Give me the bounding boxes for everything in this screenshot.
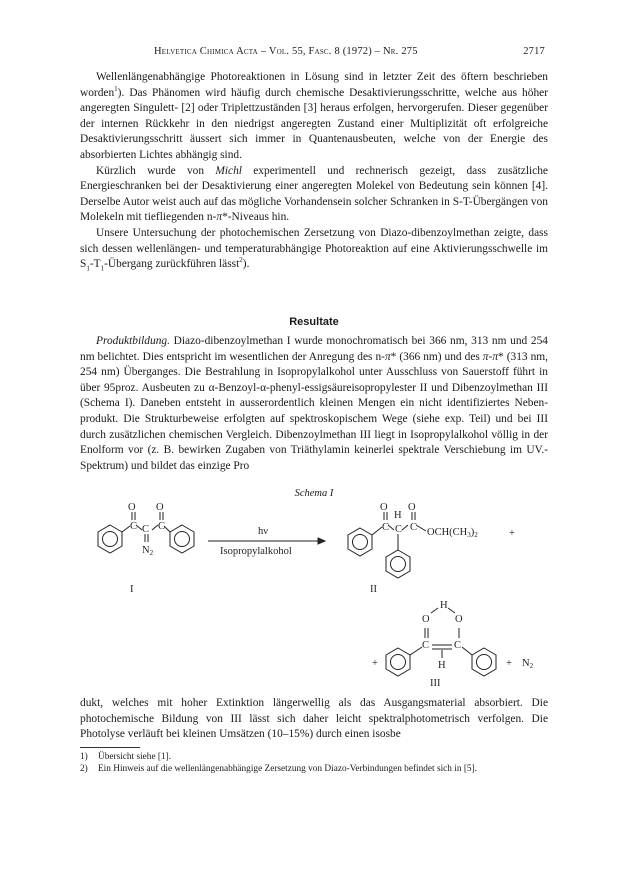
footnote-ref[interactable]: 2 [239, 256, 243, 265]
page-number: 2717 [523, 46, 545, 57]
light-label: hν [258, 526, 268, 537]
footnote-text: Übersicht siehe [1]. [98, 752, 172, 762]
atom-label: O [422, 614, 430, 625]
atom-label: O [128, 502, 136, 513]
paragraph: dukt, welches mit hoher Extinktion längerwellig als das Ausgangsmaterial absorbiert. Die photochemische Bildung von III lässt sich daher leicht spektralphotometrisch verfolgen. Die Photolyse verläuft bei kleinen Umsätzen (10–15%) durch einen isosbe [80, 697, 548, 741]
atom-label: C [382, 522, 390, 533]
results-section [80, 334, 548, 474]
footnotes [80, 751, 550, 776]
atom-label: O [156, 502, 164, 513]
atom-label: O [455, 614, 463, 625]
paragraph: Unsere Untersuchung der photochemischen Zersetzung von Diazo-dibenzoylmethan zeigte, dass sich dessen wellenlängen- und temperaturabhängige Photoreaktion auf eine Aktivierungsschwelle im $S_1-T_1$-Übergang zurückführen lässt$^2$). [80, 226, 548, 273]
atom-label: C [422, 640, 430, 651]
atom-label: C [142, 524, 150, 535]
plus-sign: + [509, 528, 515, 539]
author-name: Michl [215, 164, 242, 177]
footnote-mark: 1) [80, 752, 88, 762]
plus-sign: + [372, 658, 378, 669]
ester-group: OCH(CH3)2 [427, 527, 478, 539]
running-title: Helvetica Chimica Acta – Vol. 55, Fasc. 8 (1972) – Nr. 275 [154, 46, 418, 57]
paragraph: Produktbildung. Diazo-dibenzoylmethan I wurde monochromatisch bei 366 nm, 313 nm und 254 nm belichtet. Dies entspricht im wesentlichen der Anregung des n-π* (366 nm) und des π-π* (313 nm, 254 nm) Überganges. Die Bestrahlung in Isopropylalkohol unter Ausschluss von Sauerstoff führt in über 95proz. Ausbeuten zu α-Benzoyl-α-phenyl-essigsäureisopropylester II und Dibenzoylmethan III (Schema I). Daneben entsteht in ausserordentlich kleinen Mengen ein nicht identifiziertes Nebenprodukt. Die Strukturbeweise erfolgten auf spektroskopischem Wege (siehe exp. Teil) und bei III durch zusätzlichen chemischen Vergleich. Dibenzoylmethan III liegt in Isopropylalkohol völlig in der Enolform vor (z. B. bewirken Zugaben von Triäthylamin keinerlei spektrale Verschiebung im UV.-Spektrum) und bildet das einzige Pro [80, 335, 549, 472]
atom-label: H [438, 660, 446, 671]
footnote-text: Ein Hinweis auf die wellenlängenabhängige Zersetzung von Diazo-Verbindungen befindet sich in [5]. [98, 764, 477, 775]
footnote-mark: 2) [80, 764, 88, 775]
atom-label: H [394, 510, 402, 521]
footnote [80, 763, 550, 775]
paragraph-lead: Produktbildung. [96, 335, 170, 347]
atom-label: C [454, 640, 462, 651]
atom-label: C [158, 521, 166, 532]
compound-label-III: III [430, 678, 441, 689]
atom-label: C [395, 524, 403, 535]
solvent-label: Isopropylalkohol [220, 546, 292, 557]
atom-label: C [130, 521, 138, 532]
atom-label: C [410, 522, 418, 533]
section-heading: Resultate [289, 316, 339, 328]
atom-label: O [408, 502, 416, 513]
paragraph: Kürzlich wurde von Michl experimentell und rechnerisch gezeigt, dass zusätzliche Energieschranken bei der Desaktivierung einer angeregten Molekel von Bedeutung sein können [4]. Derselbe Autor weist auch auf das mögliche Vorhandensein solcher Schranken in S-T-Übergängen von Molekeln mit tiefliegenden n-π*-Niveaus hin. [80, 164, 548, 224]
atom-label: H [440, 600, 448, 611]
continuation-section [80, 696, 548, 743]
footnote-ref[interactable]: 1 [114, 84, 118, 93]
plus-sign: + [506, 658, 512, 669]
diazo-group: N2 [142, 545, 154, 557]
atom-label: O [380, 502, 388, 513]
intro-section [80, 70, 548, 273]
reaction-arrow [208, 538, 325, 544]
footnote [80, 751, 550, 763]
scheme-title: Schema I [294, 488, 334, 499]
nitrogen-product: N2 [522, 658, 534, 670]
footnote-divider [80, 747, 140, 748]
paragraph: Wellenlängenabhängige Photoreaktionen in Lösung sind in letzter Zeit des öftern beschrieben worden$^1$). Das Phänomen wird häufig durch chemische Desaktivierungsschritte, welche aus höher angeregten Singulett- [2] oder Triplettzuständen [3] heraus erfolgen, hervorgerufen. Dieser gegenüber der internen Rückkehr in den niedrigst angeregten Zustand einer Multiplizität oft erfolgreiche Desaktivierungsschritt äussert sich immer in Quantenausbeuten, welche von der Energie des absorbierten Lichtes abhängig sind. [80, 71, 548, 161]
compound-label-II: II [370, 584, 377, 595]
compound-label-I: I [130, 584, 134, 595]
reaction-scheme [60, 500, 564, 690]
